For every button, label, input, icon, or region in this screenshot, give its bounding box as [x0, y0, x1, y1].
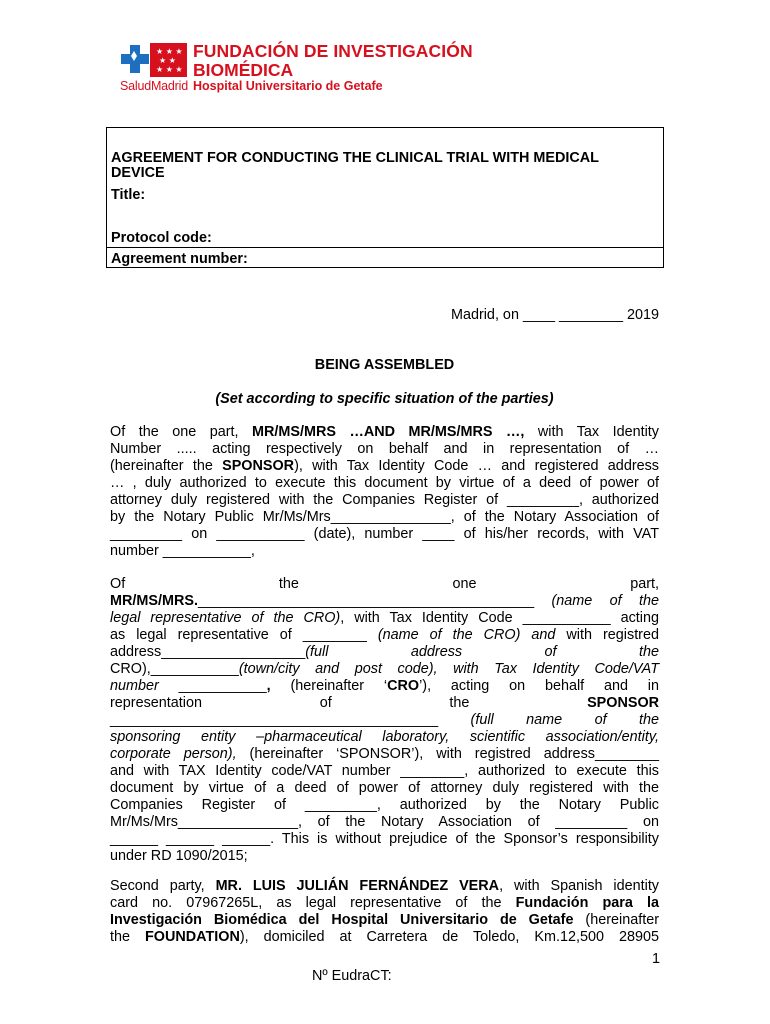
agreement-heading-line1: AGREEMENT FOR CONDUCTING THE CLINICAL TRIAL WITH MEDICAL — [111, 150, 599, 166]
agreement-number-label: Agreement number: — [111, 251, 248, 267]
date-line: Madrid, on ____ ________ 2019 — [450, 307, 659, 323]
agreement-header-box — [106, 127, 664, 268]
eudract-footer: Nº EudraCT: — [312, 968, 392, 984]
protocol-code-label: Protocol code: — [111, 230, 212, 246]
second-party-paragraph: Second party, MR. LUIS JULIÁN FERNÁNDEZ VERA, with Spanish identity card no. 07967265L, as legal representative of the Fundación para la Investigación Biomédica del Hospital Universitario de Getafe (hereinafter the FOUNDATION), domiciled at Carretera de Toledo, Km.12,500 28905 — [110, 878, 660, 945]
svg-text:★ ★ ★: ★ ★ ★ — [156, 47, 183, 56]
madrid-flag-icon — [150, 43, 187, 77]
title-label: Title: — [111, 187, 146, 203]
svg-text:★ ★: ★ ★ — [159, 56, 176, 65]
foundation-title-line2: BIOMÉDICA — [193, 60, 294, 80]
page-number: 1 — [651, 951, 660, 967]
box-divider — [107, 247, 663, 248]
foundation-title-line1: FUNDACIÓN DE INVESTIGACIÓN — [193, 41, 473, 61]
being-assembled-heading: BEING ASSEMBLED — [314, 357, 455, 373]
hospital-name: Hospital Universitario de Getafe — [193, 79, 383, 93]
cro-party-paragraph: Of the one part, MR/MS/MRS.__________________________________________ (name of the legal representative of the CRO), with Tax Identity Code ___________ acting as legal representative of ________ (name of the CRO) and with registred address__________________(full address of the CRO),___________(town/city and post code), with Tax Identity Code/VAT number ___________, (hereinafter ‘CRO’), acting on behalf and in representation of the SPONSOR _________________________________________ (full name of the sponsoring entity –pharmaceutical laboratory, scientific association/entity, corporate person), (hereinafter ‘SPONSOR’), with registred address________ and with TAX Identity code/VAT number ________, authorized to execute this document by virtue of a deed of power of attorney duly registered with the Companies Register of _________, authorized by the Notary Public Mr/Ms/Mrs_______________, of the Notary Association of _________ on ______ ______ ______. This is without prejudice of the Sponsor’s responsibility under RD 1090/2015; — [110, 576, 660, 864]
agreement-heading-line2: DEVICE — [111, 165, 165, 181]
svg-text:★ ★ ★: ★ ★ ★ — [156, 65, 183, 74]
first-party-paragraph: Of the one part, MR/MS/MRS …AND MR/MS/MRS …, with Tax Identity Number ..... acting respectively on behalf and in representation of … (hereinafter the SPONSOR), with Tax Identity Code … and registered address … , duly authorized to execute this document by virtue of a deed of power of attorney duly registered with the Companies Register of _________, authorized by the Notary Public Mr/Ms/Mrs_______________, of the Notary Association of _________ on ___________ (date), number ____ of his/her records, with VAT number ___________, — [110, 424, 660, 559]
salud-madrid-logo-mark — [120, 43, 152, 77]
set-according-note: (Set according to specific situation of the parties) — [215, 391, 554, 407]
salud-madrid-label: SaludMadrid — [120, 79, 188, 93]
